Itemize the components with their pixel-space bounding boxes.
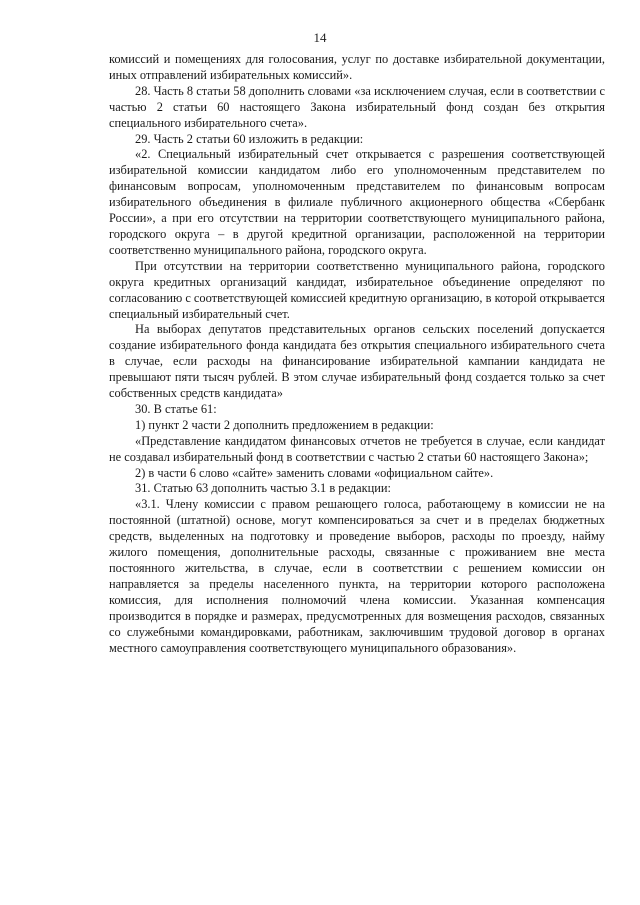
paragraph: «Представление кандидатом финансовых отчетов не требуется в случае, если кандидат не создавал избирательный фонд в соответствии с частью 2 статьи 60 настоящего Закона»; xyxy=(109,433,605,464)
paragraph: 28. Часть 8 статьи 58 дополнить словами «за исключением случая, если в соответствии с частью 2 статьи 60 настоящего Закона избирательный фонд создан без открытия специального избирательного счета». xyxy=(109,83,605,130)
paragraph: 31. Статью 63 дополнить частью 3.1 в редакции: xyxy=(135,481,391,496)
paragraph: На выборах депутатов представительных органов сельских поселений допускается создание избирательного фонда кандидата без открытия специального избирательного счета в случае, если расходы на финансирование избирательной кампании кандидата не превышают пяти тысяч рублей. В этом случае избирательный фонд создается только за счет собственных средств кандидата» xyxy=(109,322,605,401)
paragraph: 2) в части 6 слово «сайте» заменить словами «официальном сайте». xyxy=(135,465,494,480)
paragraph: комиссий и помещениях для голосования, услуг по доставке избирательной документации, иных отправлений избирательных комиссий». xyxy=(109,52,605,82)
paragraph: 1) пункт 2 части 2 дополнить предложением в редакции: xyxy=(135,417,434,432)
paragraph: 29. Часть 2 статьи 60 изложить в редакции: xyxy=(135,131,364,146)
paragraph: 30. В статье 61: xyxy=(135,401,217,416)
paragraph: «3.1. Члену комиссии с правом решающего голоса, работающему в комиссии не на постоянной (штатной) основе, могут компенсироваться за счет и в пределах бюджетных средств, выделенных на подготовку и проведение выборов, расходы по проезду, найму жилого помещения, дополнительные расходы, связанные с проживанием вне места постоянного жительства, в случае, если в соответствии с решением комиссии он направляется за пределы населенного пункта, на территории которого расположена комиссия, для исполнения полномочий члена комиссии. Указанная компенсация производится в порядке и размерах, предусмотренных для возмещения расходов, связанных со служебными командировками, работникам, заключившим трудовой договор в органах местного самоуправления соответствующего муниципального образования». xyxy=(109,497,605,655)
paragraph: «2. Специальный избирательный счет открывается с разрешения соответствующей избирательной комиссии кандидатом либо его уполномоченным представителем по финансовым вопросам, уполномоченным представителем по финансовым вопросам избирательного объединения в филиале публичного акционерного общества «Сбербанк России», а при его отсутствии на территории соответствующего муниципального района, городского округа – в другой кредитной организации, расположенной на территории соответственно муниципального района, городского округа. xyxy=(109,147,605,257)
paragraph: При отсутствии на территории соответственно муниципального района, городского округа кредитных организаций кандидат, избирательное объединение определяют по согласованию с соответствующей комиссией кредитную организацию, в которой открывается специальный избирательный счет. xyxy=(109,258,605,321)
document-body xyxy=(109,52,605,656)
page-number: 14 xyxy=(313,30,327,45)
